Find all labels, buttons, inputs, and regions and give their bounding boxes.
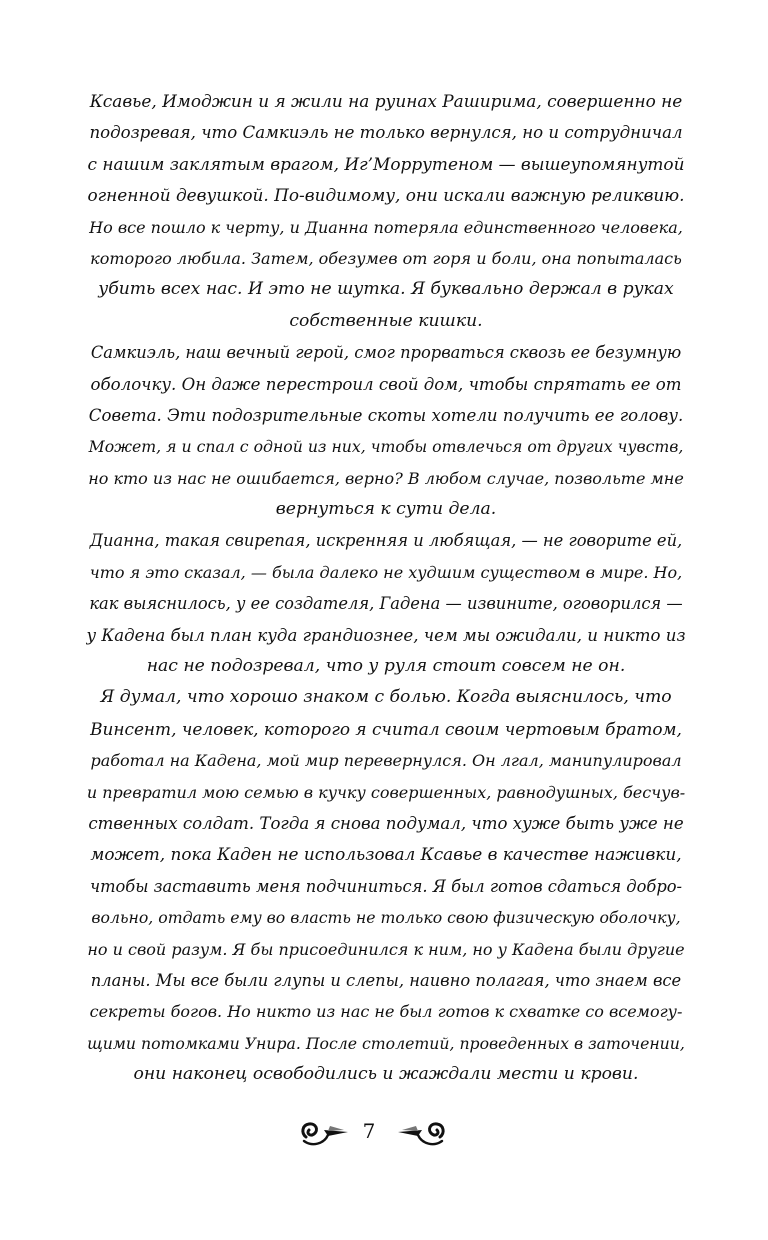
text-line: щими потомками Унира. После столетий, проведенных в заточении, [87,1033,685,1053]
flourish-left-icon [298,1117,350,1149]
text-line: которого любила. Затем, обезумев от горя и боли, она попыталась [90,248,682,268]
flourish-right-icon [396,1117,448,1149]
text-line: с нашим заклятым врагом, Иг’Моррутеном — вышеупомянутой [87,153,685,174]
text-line: убить всех нас. И это не шутка. Я буквально держал в руках [98,279,674,300]
text-line: вольно, отдать ему во власть не только свою физическую оболочку, [91,908,681,928]
text-line: и превратил мою семью в кучку совершенных, равнодушных, бесчув- [86,782,686,802]
text-line: что я это сказал, — была далеко не худшим существом в мире. Но, [89,562,683,582]
text-line: оболочку. Он даже перестроил свой дом, чтобы спрятать ее от [90,374,682,394]
body-text [86,86,686,1091]
text-line: Самкиэль, наш вечный герой, смог прорваться сквозь ее безумную [90,343,682,363]
text-line: Ксавье, Имоджин и я жили на руинах Раширима, совершенно не [89,91,683,111]
text-line: Я думал, что хорошо знаком с болью. Когда выяснилось, что [100,687,672,708]
text-line: но кто из нас не ошибается, верно? В любом случае, позвольте мне [88,468,684,488]
text-line: у Кадена был план куда грандиознее, чем мы ожидали, и никто из [86,625,686,645]
text-line: Дианна, такая свирепая, искренняя и любящая, — не говорите ей, [89,531,683,551]
page-number: 7 [362,1119,376,1143]
text-line: огненной девушкой. По-видимому, они искали важную реликвию. [87,185,685,206]
text-line: как выяснилось, у ее создателя, Гадена — извините, оговорился — [89,594,683,614]
text-line: Может, я и спал с одной из них, чтобы отвлечься от других чувств, [88,437,684,457]
text-line: вернуться к сути дела. [275,499,497,520]
text-line: Совета. Эти подозрительные скоты хотели получить ее голову. [88,405,684,425]
text-line: ственных солдат. Тогда я снова подумал, что хуже быть уже не [88,813,684,833]
text-line: чтобы заставить меня подчиниться. Я был готов сдаться добро- [89,876,683,896]
text-line: собственные кишки. [289,310,483,331]
text-line: планы. Мы все были глупы и слепы, наивно полагая, что знаем все [90,970,682,990]
page-footer [0,1117,768,1151]
text-line: может, пока Каден не использовал Ксавье в качестве наживки, [90,844,682,865]
text-line: секреты богов. Но никто из нас не был готов к схватке со всемогу- [89,1002,683,1022]
text-line: Винсент, человек, которого я считал своим чертовым братом, [90,718,682,739]
text-line: но и свой разум. Я бы присоединился к ним, но у Кадена были другие [87,939,685,959]
text-line: работал на Кадена, мой мир перевернулся. Он лгал, манипулировал [90,751,682,771]
text-line: они наконец освободились и жаждали мести и крови. [133,1064,639,1085]
text-line: Но все пошло к черту, и Дианна потеряла единственного человека, [89,217,683,237]
text-line: нас не подозревал, что у руля стоит совсем не он. [146,656,626,677]
text-line: подозревая, что Самкиэль не только вернулся, но и сотрудничал [89,123,683,143]
